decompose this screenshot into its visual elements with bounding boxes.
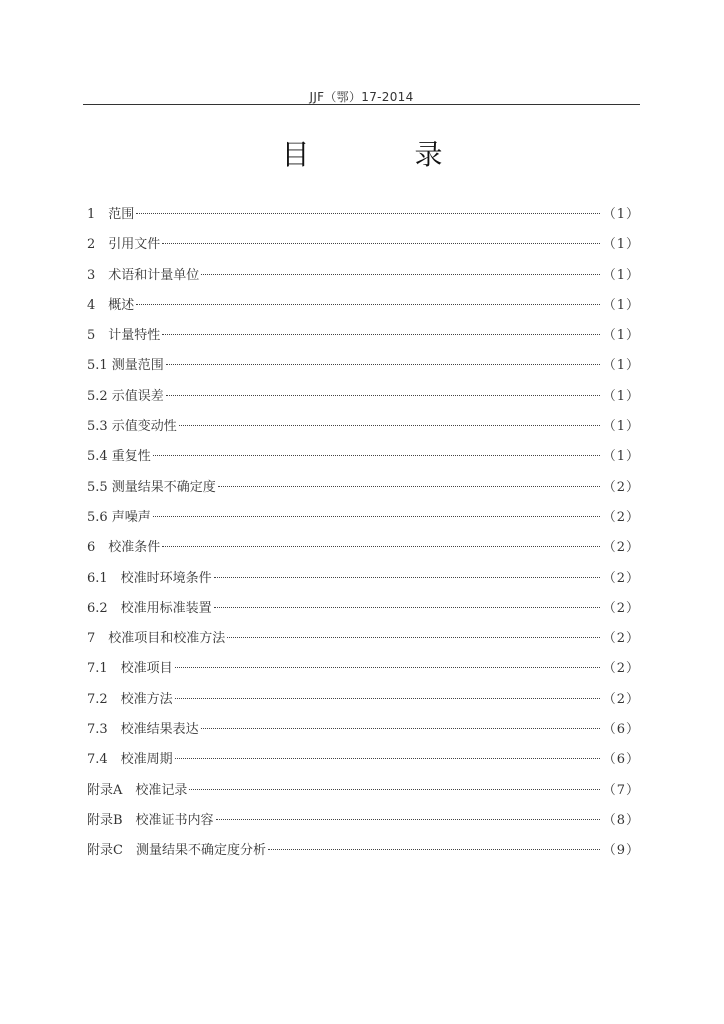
header-divider: [83, 104, 640, 105]
toc-dot-leader: [201, 728, 600, 729]
toc-entry[interactable]: [87, 476, 640, 506]
toc-entry-page-number: （2）: [602, 691, 640, 707]
toc-entry-page-number: （2）: [602, 661, 640, 677]
toc-entry[interactable]: [87, 354, 640, 384]
toc-entry[interactable]: [87, 809, 640, 839]
toc-entry-label: 1 范围: [87, 207, 135, 222]
toc-dot-leader: [162, 546, 599, 547]
toc-entry-label: 2 引用文件: [87, 237, 161, 253]
toc-entry-label: 7 校准项目和校准方法: [87, 631, 226, 647]
toc-entry-page-number: （1）: [602, 267, 640, 283]
toc-entry-page-number: （1）: [602, 449, 640, 465]
toc-entry-label: 附录B 校准证书内容: [87, 812, 214, 828]
toc-entry[interactable]: [87, 688, 640, 718]
toc-entry[interactable]: [87, 536, 640, 566]
toc-entry-page-number: （1）: [602, 207, 640, 222]
toc-entry-label: 4 概述: [87, 297, 135, 313]
toc-dot-leader: [214, 577, 600, 578]
toc-entry[interactable]: [87, 567, 640, 597]
toc-entry-page-number: （1）: [602, 297, 640, 313]
toc-entry-page-number: （2）: [602, 509, 640, 525]
toc-entry-label: 7.3 校准结果表达: [87, 722, 199, 738]
table-of-contents: [87, 203, 640, 870]
toc-dot-leader: [166, 364, 600, 365]
toc-entry-label: 7.2 校准方法: [87, 691, 173, 707]
toc-entry[interactable]: [87, 294, 640, 324]
toc-entry-page-number: （2）: [602, 479, 640, 495]
toc-dot-leader: [162, 334, 599, 335]
toc-entry-page-number: （2）: [602, 540, 640, 556]
toc-entry-label: 5.1 测量范围: [87, 358, 164, 374]
toc-dot-leader: [166, 395, 600, 396]
toc-dot-leader: [175, 698, 600, 699]
toc-entry-page-number: （1）: [602, 358, 640, 374]
toc-entry[interactable]: [87, 779, 640, 809]
toc-entry-label: 5 计量特性: [87, 328, 161, 344]
toc-dot-leader: [153, 455, 600, 456]
toc-entry-page-number: （1）: [602, 388, 640, 404]
toc-entry-label: 7.4 校准周期: [87, 752, 173, 768]
toc-dot-leader: [162, 243, 599, 244]
toc-entry[interactable]: [87, 415, 640, 445]
toc-entry-page-number: （2）: [602, 600, 640, 616]
toc-entry-label: 5.3 示值变动性: [87, 419, 177, 435]
toc-entry-page-number: （1）: [602, 328, 640, 344]
toc-entry[interactable]: [87, 385, 640, 415]
toc-dot-leader: [136, 213, 599, 214]
toc-dot-leader: [136, 304, 599, 305]
toc-entry[interactable]: [87, 657, 640, 687]
toc-entry-label: 5.2 示值误差: [87, 388, 164, 404]
toc-dot-leader: [179, 425, 600, 426]
toc-entry-label: 附录A 校准记录: [87, 782, 188, 798]
toc-entry-label: 6.1 校准时环境条件: [87, 570, 212, 586]
toc-entry[interactable]: [87, 233, 640, 263]
toc-dot-leader: [189, 789, 599, 790]
toc-entry[interactable]: [87, 506, 640, 536]
toc-dot-leader: [201, 274, 599, 275]
toc-entry[interactable]: [87, 445, 640, 475]
toc-dot-leader: [227, 637, 599, 638]
toc-entry-label: 7.1 校准项目: [87, 661, 173, 677]
toc-entry[interactable]: [87, 597, 640, 627]
toc-dot-leader: [268, 849, 600, 850]
toc-dot-leader: [175, 667, 600, 668]
toc-dot-leader: [175, 758, 600, 759]
toc-entry-page-number: （7）: [602, 782, 640, 798]
toc-entry[interactable]: [87, 203, 640, 233]
toc-entry-label: 附录C 测量结果不确定度分析: [87, 843, 266, 859]
toc-dot-leader: [216, 819, 600, 820]
toc-entry-page-number: （6）: [602, 722, 640, 738]
toc-entry-label: 6.2 校准用标准装置: [87, 600, 212, 616]
toc-entry[interactable]: [87, 627, 640, 657]
toc-entry-page-number: （8）: [602, 812, 640, 828]
page-title: 目 录: [281, 138, 491, 171]
toc-entry-page-number: （1）: [602, 237, 640, 253]
toc-entry[interactable]: [87, 748, 640, 778]
toc-entry-label: 3 术语和计量单位: [87, 267, 200, 283]
toc-dot-leader: [153, 516, 600, 517]
toc-entry-page-number: （2）: [602, 631, 640, 647]
toc-entry-page-number: （1）: [602, 419, 640, 435]
toc-entry-label: 5.6 声噪声: [87, 509, 151, 525]
toc-entry-page-number: （6）: [602, 752, 640, 768]
toc-dot-leader: [218, 486, 600, 487]
toc-entry-page-number: （9）: [602, 843, 640, 859]
toc-dot-leader: [214, 607, 600, 608]
document-code-header: JJF（鄂）17-2014: [309, 90, 414, 104]
toc-entry[interactable]: [87, 718, 640, 748]
toc-entry-label: 6 校准条件: [87, 540, 161, 556]
toc-entry-label: 5.5 测量结果不确定度: [87, 479, 216, 495]
toc-entry-label: 5.4 重复性: [87, 449, 151, 465]
toc-entry[interactable]: [87, 264, 640, 294]
toc-entry[interactable]: [87, 324, 640, 354]
toc-entry-page-number: （2）: [602, 570, 640, 586]
toc-entry[interactable]: [87, 839, 640, 869]
